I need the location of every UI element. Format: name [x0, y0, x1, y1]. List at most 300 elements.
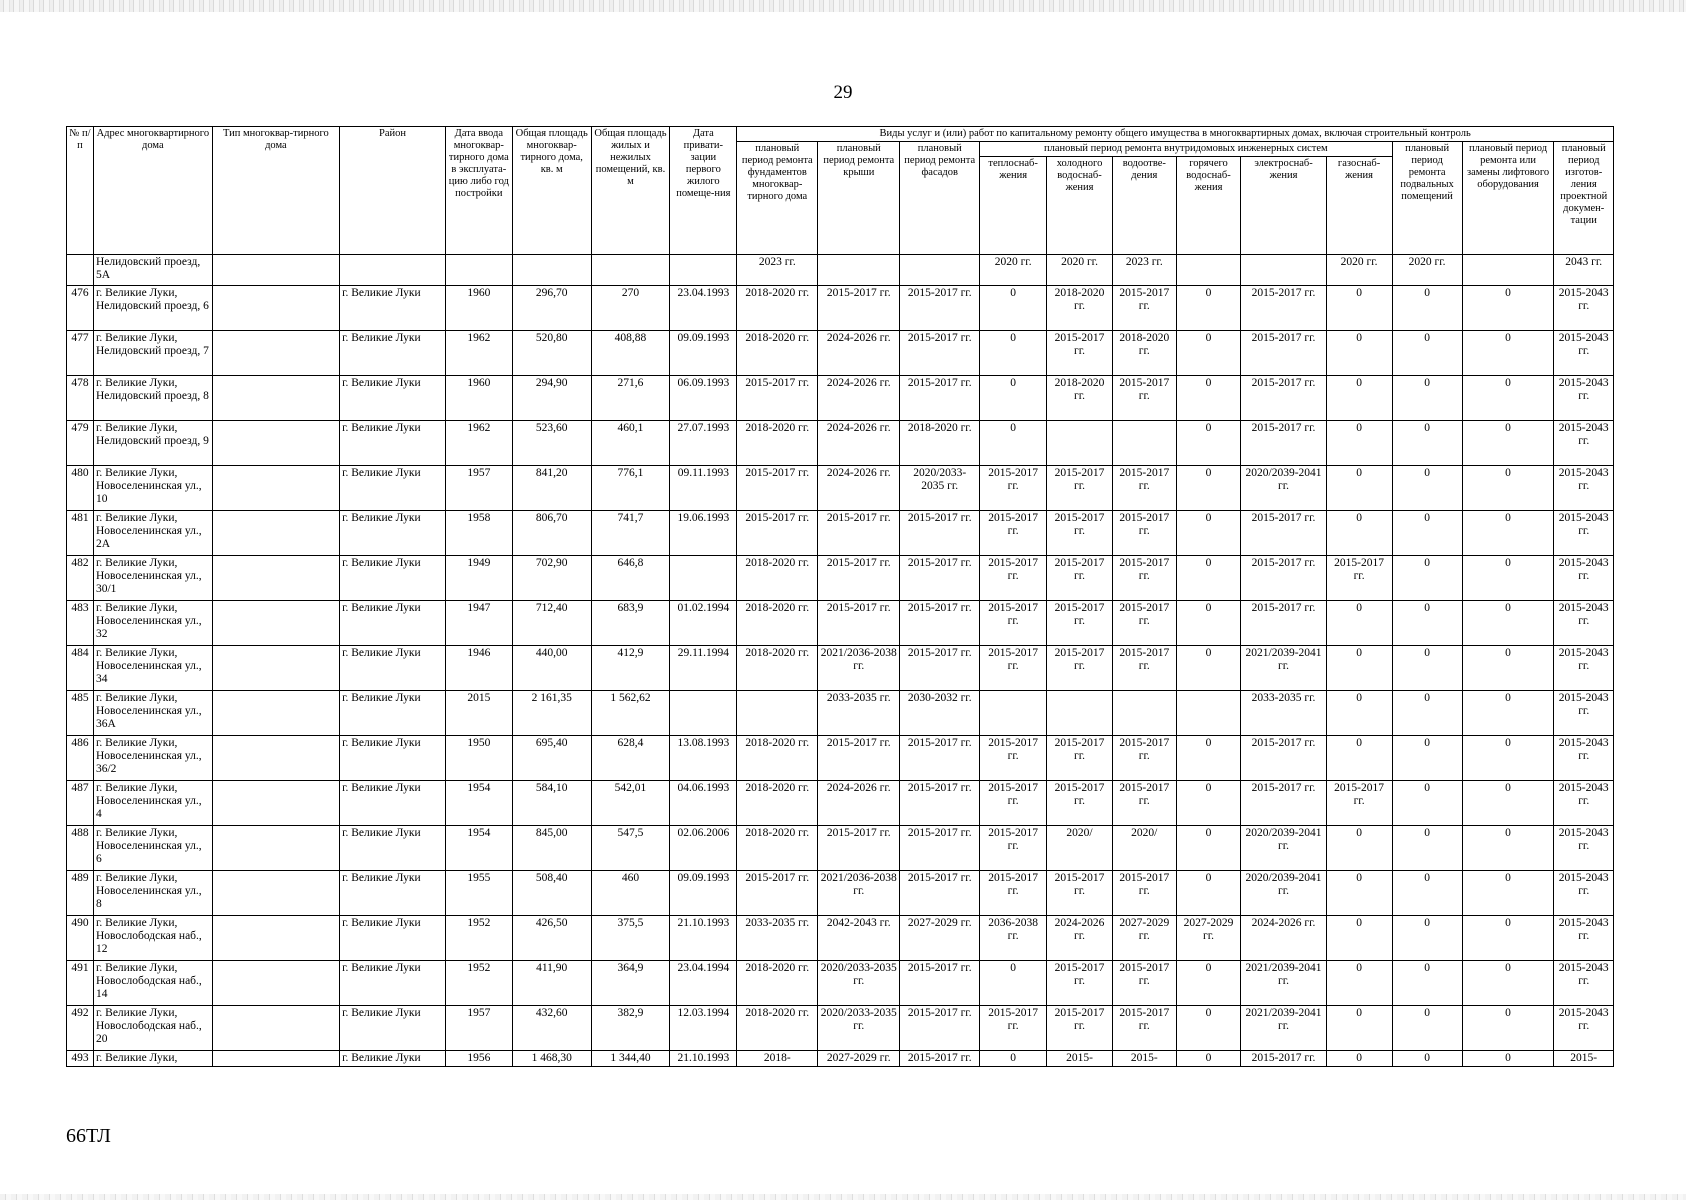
- cell-district: г. Великие Луки: [340, 781, 446, 826]
- cell-heat: 0: [980, 421, 1047, 466]
- cell-address: г. Великие Луки, Нелидовский проезд, 9: [93, 421, 212, 466]
- cell-district: г. Великие Луки: [340, 871, 446, 916]
- cell-hot-water: 0: [1176, 286, 1241, 331]
- cell-privatization: 09.09.1993: [670, 871, 737, 916]
- header-heat: теплоснаб-жения: [980, 157, 1047, 255]
- cell-district: г. Великие Луки: [340, 691, 446, 736]
- table-row: [67, 736, 1614, 781]
- cell-heat: 0: [980, 961, 1047, 1006]
- cell-foundation: 2015-2017 гг.: [737, 376, 818, 421]
- cell-hot-water: 0: [1176, 556, 1241, 601]
- cell-electric: 2015-2017 гг.: [1241, 286, 1326, 331]
- cell-total-area: 584,10: [512, 781, 591, 826]
- cell-cold-water: 2024-2026 гг.: [1047, 916, 1113, 961]
- cell-drainage: [1112, 421, 1176, 466]
- cell-gas: 0: [1326, 646, 1392, 691]
- header-living-area: Общая площадь жилых и нежилых помещений, кв. м: [591, 127, 670, 255]
- cell-roof: 2021/2036-2038 гг.: [818, 871, 900, 916]
- page-number: 29: [833, 82, 853, 103]
- cell-basement: 0: [1392, 916, 1462, 961]
- cell-cold-water: 2015-2017 гг.: [1047, 961, 1113, 1006]
- cell-facade: 2015-2017 гг.: [900, 781, 980, 826]
- cell-electric: 2015-2017 гг.: [1241, 421, 1326, 466]
- table-row: [67, 781, 1614, 826]
- cell-total-area: 1 468,30: [512, 1051, 591, 1067]
- cell-gas: 0: [1326, 376, 1392, 421]
- cell-drainage: 2018-2020 гг.: [1112, 331, 1176, 376]
- cell-district: г. Великие Луки: [340, 961, 446, 1006]
- cell-total-area: 806,70: [512, 511, 591, 556]
- cell-heat: 2015-2017 гг.: [980, 556, 1047, 601]
- cell-living-area: 776,1: [591, 466, 670, 511]
- cell-living-area: 408,88: [591, 331, 670, 376]
- cell-electric: 2020/2039-2041 гг.: [1241, 871, 1326, 916]
- cell-total-area: 296,70: [512, 286, 591, 331]
- cell-living-area: 542,01: [591, 781, 670, 826]
- cell-total-area: 841,20: [512, 466, 591, 511]
- header-gas: газоснаб-жения: [1326, 157, 1392, 255]
- cell-year: 2015: [445, 691, 512, 736]
- cell-year: 1962: [445, 421, 512, 466]
- cell-district: г. Великие Луки: [340, 646, 446, 691]
- cell-design-docs: 2043 гг.: [1554, 255, 1614, 286]
- table-row: [67, 601, 1614, 646]
- cell-num: [67, 255, 94, 286]
- cell-cold-water: 2015-2017 гг.: [1047, 556, 1113, 601]
- cell-cold-water: 2015-2017 гг.: [1047, 466, 1113, 511]
- cell-heat: 2020 гг.: [980, 255, 1047, 286]
- cell-district: г. Великие Луки: [340, 916, 446, 961]
- cell-basement: 0: [1392, 511, 1462, 556]
- cell-heat: 0: [980, 376, 1047, 421]
- cell-address: г. Великие Луки, Новоселенинская ул., 8: [93, 871, 212, 916]
- cell-roof: 2033-2035 гг.: [818, 691, 900, 736]
- cell-year: 1946: [445, 646, 512, 691]
- scan-edge-top: [0, 0, 1686, 12]
- cell-hot-water: 0: [1176, 466, 1241, 511]
- header-basement: плановый период ремонта подвальных помещений: [1392, 142, 1462, 255]
- cell-type: [212, 511, 339, 556]
- cell-address: г. Великие Луки, Новоселенинская ул., 30/1: [93, 556, 212, 601]
- cell-year: 1960: [445, 376, 512, 421]
- cell-year: 1954: [445, 826, 512, 871]
- cell-roof: 2024-2026 гг.: [818, 781, 900, 826]
- cell-design-docs: 2015-: [1554, 1051, 1614, 1067]
- cell-total-area: 294,90: [512, 376, 591, 421]
- cell-cold-water: 2018-2020 гг.: [1047, 286, 1113, 331]
- cell-elevator: 0: [1462, 916, 1554, 961]
- cell-basement: 0: [1392, 601, 1462, 646]
- cell-basement: 2020 гг.: [1392, 255, 1462, 286]
- cell-address: г. Великие Луки, Новослободская наб., 14: [93, 961, 212, 1006]
- cell-address: г. Великие Луки, Новоселенинская ул., 36А: [93, 691, 212, 736]
- header-systems-group: плановый период ремонта внутридомовых инженерных систем: [980, 142, 1392, 157]
- cell-privatization: 21.10.1993: [670, 1051, 737, 1067]
- cell-district: г. Великие Луки: [340, 331, 446, 376]
- cell-drainage: 2015-2017 гг.: [1112, 286, 1176, 331]
- cell-foundation: 2015-2017 гг.: [737, 511, 818, 556]
- cell-district: г. Великие Луки: [340, 421, 446, 466]
- header-works-group: Виды услуг и (или) работ по капитальному ремонту общего имущества в многоквартирных домах, включая строительный контроль: [737, 127, 1614, 142]
- cell-design-docs: 2015-2043 гг.: [1554, 1006, 1614, 1051]
- cell-gas: 0: [1326, 916, 1392, 961]
- cell-address: г. Великие Луки, Новослободская наб., 12: [93, 916, 212, 961]
- cell-district: г. Великие Луки: [340, 1006, 446, 1051]
- cell-basement: 0: [1392, 556, 1462, 601]
- cell-cold-water: [1047, 691, 1113, 736]
- cell-address: г. Великие Луки, Нелидовский проезд, 8: [93, 376, 212, 421]
- cell-living-area: 628,4: [591, 736, 670, 781]
- cell-living-area: 547,5: [591, 826, 670, 871]
- table-row: [67, 255, 1614, 286]
- cell-district: г. Великие Луки: [340, 601, 446, 646]
- cell-year: 1952: [445, 961, 512, 1006]
- cell-total-area: 845,00: [512, 826, 591, 871]
- cell-drainage: 2015-: [1112, 1051, 1176, 1067]
- cell-facade: 2015-2017 гг.: [900, 826, 980, 871]
- cell-gas: 0: [1326, 421, 1392, 466]
- cell-design-docs: 2015-2043 гг.: [1554, 511, 1614, 556]
- cell-living-area: [591, 255, 670, 286]
- cell-design-docs: 2015-2043 гг.: [1554, 421, 1614, 466]
- cell-basement: 0: [1392, 421, 1462, 466]
- cell-heat: 2015-2017 гг.: [980, 736, 1047, 781]
- cell-basement: 0: [1392, 826, 1462, 871]
- cell-cold-water: 2020 гг.: [1047, 255, 1113, 286]
- cell-num: 481: [67, 511, 94, 556]
- cell-hot-water: 0: [1176, 826, 1241, 871]
- header-num: № п/п: [67, 127, 94, 255]
- cell-num: 483: [67, 601, 94, 646]
- cell-foundation: 2018-2020 гг.: [737, 1006, 818, 1051]
- cell-privatization: 09.11.1993: [670, 466, 737, 511]
- cell-privatization: 19.06.1993: [670, 511, 737, 556]
- cell-type: [212, 1051, 339, 1067]
- table-row: [67, 826, 1614, 871]
- cell-hot-water: 0: [1176, 511, 1241, 556]
- cell-privatization: 02.06.2006: [670, 826, 737, 871]
- cell-basement: 0: [1392, 961, 1462, 1006]
- table-row: [67, 556, 1614, 601]
- cell-roof: 2015-2017 гг.: [818, 511, 900, 556]
- cell-living-area: 271,6: [591, 376, 670, 421]
- cell-num: 487: [67, 781, 94, 826]
- cell-facade: 2015-2017 гг.: [900, 1006, 980, 1051]
- cell-type: [212, 691, 339, 736]
- cell-address: г. Великие Луки, Нелидовский проезд, 7: [93, 331, 212, 376]
- cell-facade: 2015-2017 гг.: [900, 601, 980, 646]
- cell-year: 1960: [445, 286, 512, 331]
- cell-living-area: 412,9: [591, 646, 670, 691]
- cell-roof: 2027-2029 гг.: [818, 1051, 900, 1067]
- cell-facade: 2015-2017 гг.: [900, 376, 980, 421]
- cell-num: 476: [67, 286, 94, 331]
- cell-num: 479: [67, 421, 94, 466]
- cell-privatization: [670, 691, 737, 736]
- cell-district: г. Великие Луки: [340, 826, 446, 871]
- cell-electric: 2020/2039-2041 гг.: [1241, 466, 1326, 511]
- cell-hot-water: [1176, 255, 1241, 286]
- cell-basement: 0: [1392, 376, 1462, 421]
- cell-total-area: 2 161,35: [512, 691, 591, 736]
- cell-elevator: 0: [1462, 556, 1554, 601]
- cell-year: [445, 255, 512, 286]
- cell-drainage: 2027-2029 гг.: [1112, 916, 1176, 961]
- cell-facade: 2015-2017 гг.: [900, 1051, 980, 1067]
- cell-living-area: 683,9: [591, 601, 670, 646]
- cell-type: [212, 781, 339, 826]
- cell-total-area: [512, 255, 591, 286]
- cell-address: г. Великие Луки, Новослободская наб., 20: [93, 1006, 212, 1051]
- cell-basement: 0: [1392, 331, 1462, 376]
- cell-year: 1947: [445, 601, 512, 646]
- cell-year: 1956: [445, 1051, 512, 1067]
- cell-design-docs: 2015-2043 гг.: [1554, 781, 1614, 826]
- cell-elevator: 0: [1462, 1006, 1554, 1051]
- cell-type: [212, 646, 339, 691]
- cell-year: 1949: [445, 556, 512, 601]
- cell-hot-water: 0: [1176, 1051, 1241, 1067]
- cell-heat: 2015-2017 гг.: [980, 1006, 1047, 1051]
- cell-address: г. Великие Луки,: [93, 1051, 212, 1067]
- header-facade: плановый период ремонта фасадов: [900, 142, 980, 255]
- cell-type: [212, 466, 339, 511]
- cell-type: [212, 601, 339, 646]
- cell-drainage: 2020/: [1112, 826, 1176, 871]
- cell-drainage: 2015-2017 гг.: [1112, 1006, 1176, 1051]
- cell-gas: 0: [1326, 286, 1392, 331]
- cell-heat: 2015-2017 гг.: [980, 646, 1047, 691]
- header-hot-water: горячего водоснаб-жения: [1176, 157, 1241, 255]
- cell-living-area: 460: [591, 871, 670, 916]
- cell-num: 478: [67, 376, 94, 421]
- cell-elevator: 0: [1462, 1051, 1554, 1067]
- cell-privatization: [670, 556, 737, 601]
- cell-cold-water: 2015-2017 гг.: [1047, 331, 1113, 376]
- cell-num: 493: [67, 1051, 94, 1067]
- cell-heat: 2015-2017 гг.: [980, 466, 1047, 511]
- cell-gas: 0: [1326, 331, 1392, 376]
- cell-num: 492: [67, 1006, 94, 1051]
- table-row: [67, 511, 1614, 556]
- cell-facade: 2027-2029 гг.: [900, 916, 980, 961]
- cell-electric: 2015-2017 гг.: [1241, 1051, 1326, 1067]
- cell-privatization: [670, 255, 737, 286]
- cell-living-area: 364,9: [591, 961, 670, 1006]
- cell-electric: 2015-2017 гг.: [1241, 331, 1326, 376]
- cell-heat: 2015-2017 гг.: [980, 511, 1047, 556]
- cell-type: [212, 736, 339, 781]
- cell-heat: 2015-2017 гг.: [980, 826, 1047, 871]
- cell-gas: 0: [1326, 1006, 1392, 1051]
- cell-cold-water: 2015-2017 гг.: [1047, 781, 1113, 826]
- cell-address: г. Великие Луки, Новоселенинская ул., 4: [93, 781, 212, 826]
- cell-address: г. Великие Луки, Новоселенинская ул., 6: [93, 826, 212, 871]
- cell-gas: 0: [1326, 1051, 1392, 1067]
- cell-electric: 2024-2026 гг.: [1241, 916, 1326, 961]
- cell-design-docs: 2015-2043 гг.: [1554, 646, 1614, 691]
- cell-drainage: [1112, 691, 1176, 736]
- cell-district: г. Великие Луки: [340, 466, 446, 511]
- cell-type: [212, 871, 339, 916]
- cell-electric: 2021/2039-2041 гг.: [1241, 646, 1326, 691]
- cell-num: 480: [67, 466, 94, 511]
- cell-elevator: 0: [1462, 646, 1554, 691]
- cell-design-docs: 2015-2043 гг.: [1554, 286, 1614, 331]
- cell-foundation: 2015-2017 гг.: [737, 871, 818, 916]
- cell-total-area: 520,80: [512, 331, 591, 376]
- cell-address: г. Великие Луки, Новоселенинская ул., 34: [93, 646, 212, 691]
- cell-living-area: 375,5: [591, 916, 670, 961]
- cell-type: [212, 826, 339, 871]
- table-row: [67, 466, 1614, 511]
- cell-heat: 2015-2017 гг.: [980, 871, 1047, 916]
- cell-basement: 0: [1392, 871, 1462, 916]
- cell-year: 1955: [445, 871, 512, 916]
- cell-num: 490: [67, 916, 94, 961]
- cell-drainage: 2015-2017 гг.: [1112, 646, 1176, 691]
- cell-district: [340, 255, 446, 286]
- scan-edge-bottom: [0, 1194, 1686, 1200]
- cell-roof: 2024-2026 гг.: [818, 466, 900, 511]
- cell-electric: 2021/2039-2041 гг.: [1241, 961, 1326, 1006]
- cell-gas: 0: [1326, 466, 1392, 511]
- cell-drainage: 2015-2017 гг.: [1112, 511, 1176, 556]
- cell-address: г. Великие Луки, Новоселенинская ул., 10: [93, 466, 212, 511]
- cell-elevator: 0: [1462, 376, 1554, 421]
- cell-cold-water: 2015-2017 гг.: [1047, 601, 1113, 646]
- header-commission: Дата ввода многоквар-тирного дома в эксплуата-цию либо год постройки: [445, 127, 512, 255]
- cell-address: г. Великие Луки, Новоселенинская ул., 32: [93, 601, 212, 646]
- header-privatization: Дата привати-зации первого жилого помеще-ния: [670, 127, 737, 255]
- cell-foundation: [737, 691, 818, 736]
- cell-electric: 2015-2017 гг.: [1241, 736, 1326, 781]
- cell-drainage: 2015-2017 гг.: [1112, 736, 1176, 781]
- cell-gas: 0: [1326, 826, 1392, 871]
- cell-heat: 0: [980, 286, 1047, 331]
- cell-privatization: 12.03.1994: [670, 1006, 737, 1051]
- cell-cold-water: 2015-: [1047, 1051, 1113, 1067]
- cell-privatization: 06.09.1993: [670, 376, 737, 421]
- cell-year: 1957: [445, 466, 512, 511]
- cell-living-area: 270: [591, 286, 670, 331]
- cell-elevator: 0: [1462, 736, 1554, 781]
- cell-roof: 2021/2036-2038 гг.: [818, 646, 900, 691]
- table-header: [67, 127, 1614, 255]
- cell-privatization: 04.06.1993: [670, 781, 737, 826]
- cell-district: г. Великие Луки: [340, 376, 446, 421]
- cell-gas: 2015-2017 гг.: [1326, 556, 1392, 601]
- cell-hot-water: 0: [1176, 601, 1241, 646]
- cell-hot-water: 2027-2029 гг.: [1176, 916, 1241, 961]
- cell-num: 486: [67, 736, 94, 781]
- cell-year: 1952: [445, 916, 512, 961]
- cell-type: [212, 961, 339, 1006]
- cell-basement: 0: [1392, 781, 1462, 826]
- cell-hot-water: 0: [1176, 376, 1241, 421]
- cell-design-docs: 2015-2043 гг.: [1554, 871, 1614, 916]
- cell-hot-water: 0: [1176, 646, 1241, 691]
- cell-cold-water: 2015-2017 гг.: [1047, 871, 1113, 916]
- cell-district: г. Великие Луки: [340, 511, 446, 556]
- cell-hot-water: 0: [1176, 736, 1241, 781]
- cell-drainage: 2015-2017 гг.: [1112, 601, 1176, 646]
- cell-type: [212, 331, 339, 376]
- table-row: [67, 286, 1614, 331]
- cell-district: г. Великие Луки: [340, 1051, 446, 1067]
- cell-gas: 0: [1326, 871, 1392, 916]
- cell-basement: 0: [1392, 646, 1462, 691]
- cell-basement: 0: [1392, 286, 1462, 331]
- cell-foundation: 2023 гг.: [737, 255, 818, 286]
- cell-living-area: 1 562,62: [591, 691, 670, 736]
- cell-foundation: 2018-2020 гг.: [737, 286, 818, 331]
- cell-total-area: 426,50: [512, 916, 591, 961]
- cell-privatization: 23.04.1994: [670, 961, 737, 1006]
- cell-basement: 0: [1392, 1051, 1462, 1067]
- cell-gas: 0: [1326, 601, 1392, 646]
- cell-num: 482: [67, 556, 94, 601]
- cell-drainage: 2015-2017 гг.: [1112, 556, 1176, 601]
- cell-gas: 0: [1326, 691, 1392, 736]
- cell-hot-water: 0: [1176, 421, 1241, 466]
- cell-foundation: 2018-2020 гг.: [737, 601, 818, 646]
- cell-drainage: 2023 гг.: [1112, 255, 1176, 286]
- table-row: [67, 376, 1614, 421]
- cell-facade: 2015-2017 гг.: [900, 961, 980, 1006]
- cell-num: 477: [67, 331, 94, 376]
- cell-design-docs: 2015-2043 гг.: [1554, 961, 1614, 1006]
- cell-electric: 2015-2017 гг.: [1241, 511, 1326, 556]
- cell-elevator: 0: [1462, 331, 1554, 376]
- header-foundation: плановый период ремонта фундаментов многоквар-тирного дома: [737, 142, 818, 255]
- table-body: [67, 255, 1614, 1067]
- cell-foundation: 2018-2020 гг.: [737, 556, 818, 601]
- cell-roof: 2024-2026 гг.: [818, 421, 900, 466]
- cell-privatization: 27.07.1993: [670, 421, 737, 466]
- cell-facade: 2020/2033-2035 гг.: [900, 466, 980, 511]
- cell-heat: 0: [980, 1051, 1047, 1067]
- header-address: Адрес многоквартирного дома: [93, 127, 212, 255]
- cell-foundation: 2018-2020 гг.: [737, 421, 818, 466]
- cell-roof: 2015-2017 гг.: [818, 826, 900, 871]
- table-row: [67, 691, 1614, 736]
- cell-foundation: 2018-2020 гг.: [737, 736, 818, 781]
- table-row: [67, 1051, 1614, 1067]
- cell-address: г. Великие Луки, Новоселенинская ул., 36/2: [93, 736, 212, 781]
- cell-elevator: 0: [1462, 961, 1554, 1006]
- header-cold-water: холодного водоснаб-жения: [1047, 157, 1113, 255]
- cell-type: [212, 556, 339, 601]
- cell-living-area: 460,1: [591, 421, 670, 466]
- cell-foundation: 2018-: [737, 1051, 818, 1067]
- header-roof: плановый период ремонта крыши: [818, 142, 900, 255]
- cell-num: 484: [67, 646, 94, 691]
- cell-total-area: 440,00: [512, 646, 591, 691]
- cell-living-area: 646,8: [591, 556, 670, 601]
- cell-design-docs: 2015-2043 гг.: [1554, 331, 1614, 376]
- cell-drainage: 2015-2017 гг.: [1112, 376, 1176, 421]
- cell-hot-water: [1176, 691, 1241, 736]
- cell-foundation: 2018-2020 гг.: [737, 826, 818, 871]
- table-row: [67, 961, 1614, 1006]
- header-elevator: плановый период ремонта или замены лифтового оборудования: [1462, 142, 1554, 255]
- cell-total-area: 523,60: [512, 421, 591, 466]
- cell-privatization: 01.02.1994: [670, 601, 737, 646]
- cell-elevator: [1462, 255, 1554, 286]
- cell-foundation: 2015-2017 гг.: [737, 466, 818, 511]
- cell-facade: 2015-2017 гг.: [900, 556, 980, 601]
